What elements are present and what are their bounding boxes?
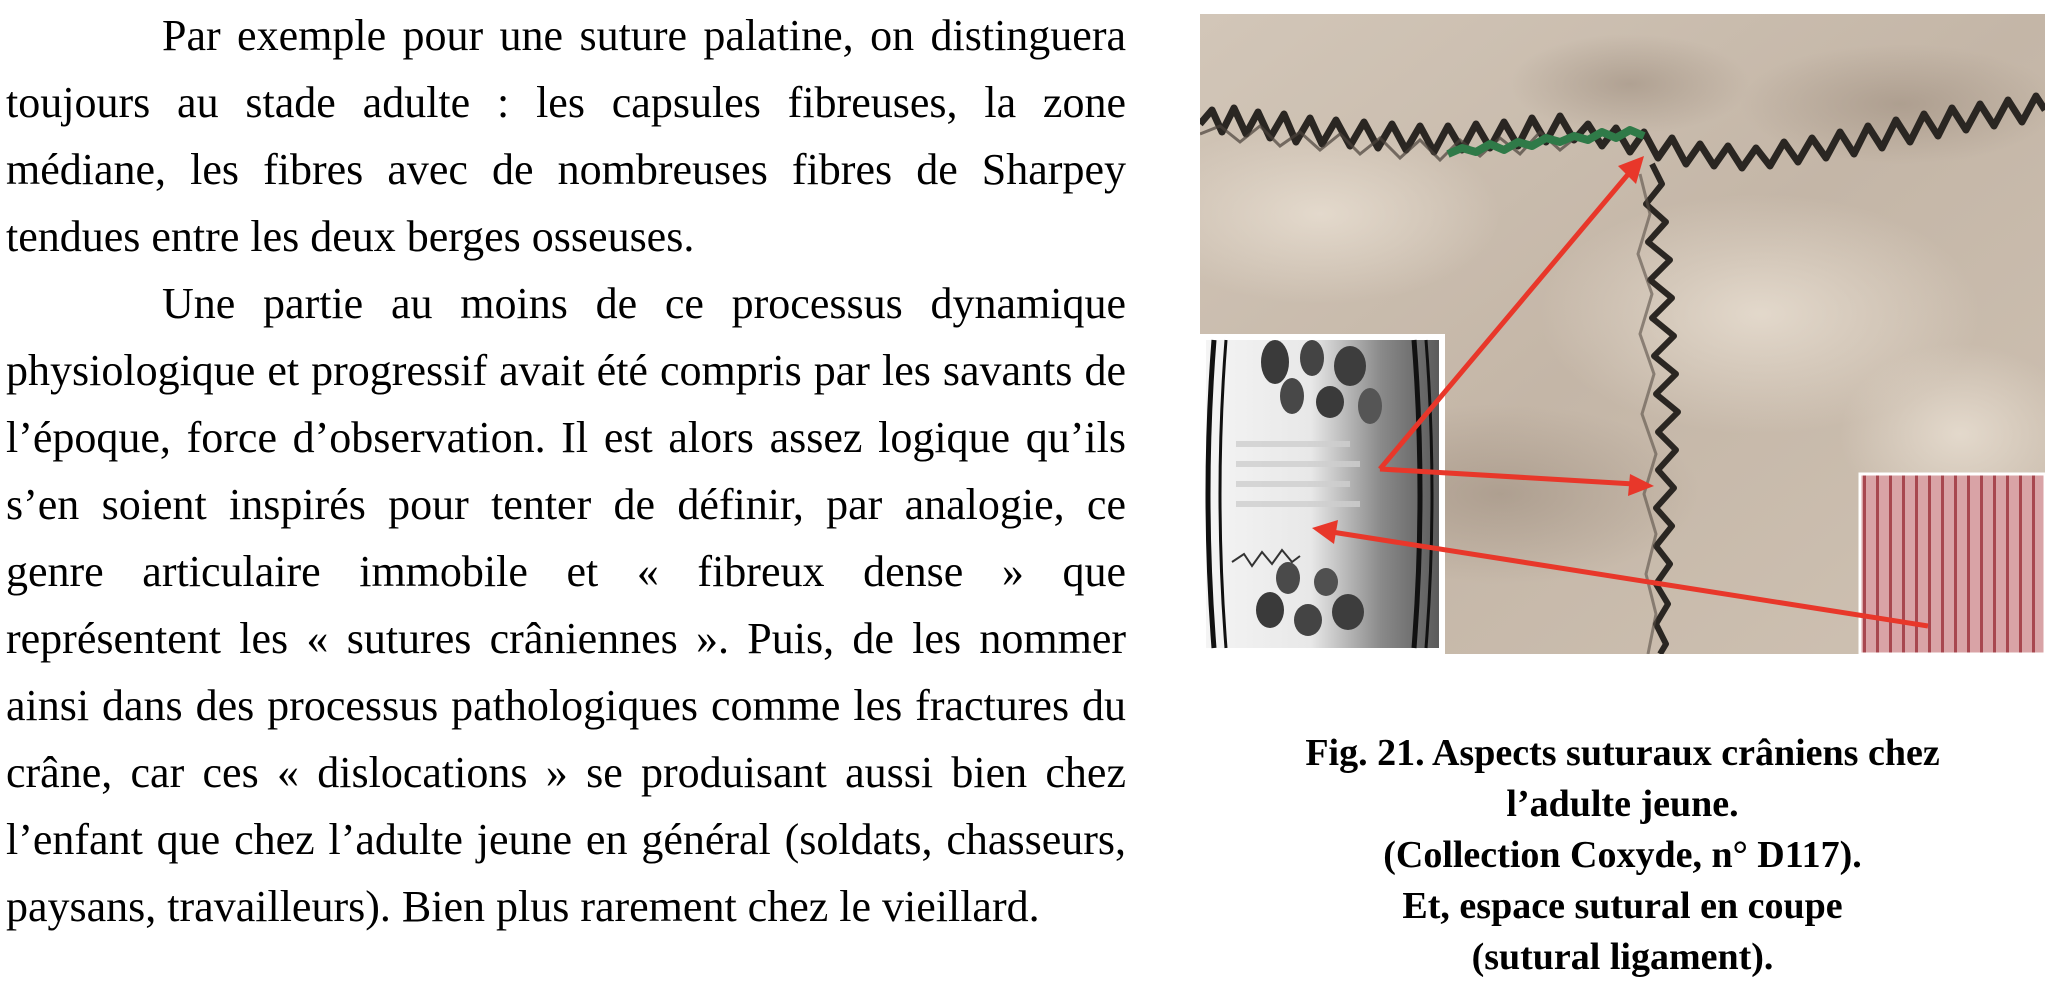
body-text [6,2,1126,940]
cross-section-inset [1200,334,1445,654]
skull-suture-photo [1200,14,2045,654]
caption-line: Fig. 21. Aspects suturaux crâniens chez [1305,732,1940,774]
figure-21 [1200,14,2045,654]
caption-line: l’adulte jeune. [1506,783,1739,825]
caption-line: (Collection Coxyde, n° D117). [1383,834,1862,876]
caption-line: (sutural ligament). [1471,936,1774,978]
paragraph-2: Une partie au moins de ce processus dynamique physiologique et progressif avait été compris par les savants de l’époque, force d’observation. Il est alors assez logique qu’ils s’en soient inspirés pour tenter de définir, par analogie, ce genre articulaire immobile et « fibreux dense » que représentent les « sutures crâniennes ». Puis, de les nommer ainsi dans des processus pathologiques comme les fractures du crâne, car ces « dislocations » se produisant aussi bien chez l’enfant que chez l’adulte jeune en général (soldats, chasseurs, paysans, travailleurs). Bien plus rarement chez le vieillard. [6,279,1126,931]
paragraph-1: Par exemple pour une suture palatine, on distinguera toujours au stade adulte : les capsules fibreuses, la zone médiane, les fibres avec de nombreuses fibres de Sharpey tendues entre les deux berges osseuses. [6,11,1126,261]
caption-line: Et, espace sutural en coupe [1402,885,1843,927]
figure-caption [1200,728,2045,983]
hatched-ligament-inset [1860,474,2045,654]
